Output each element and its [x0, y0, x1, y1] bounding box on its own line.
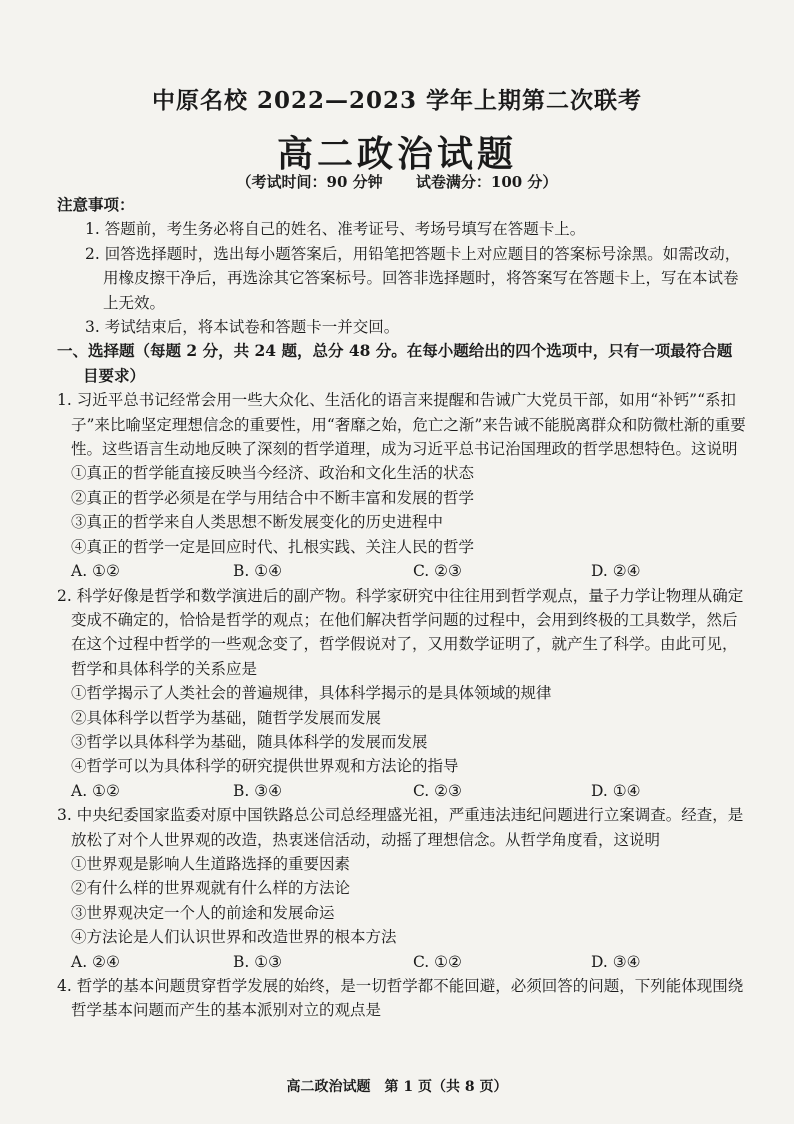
question-option: ②具体科学以哲学为基础，随哲学发展而发展: [71, 708, 382, 727]
question-option: ③哲学以具体科学为基础，随具体科学的发展而发展: [71, 732, 428, 751]
answer-choice-a: A. ②④: [71, 952, 120, 971]
question-4: [57, 974, 747, 1023]
answer-choice-d: D. ③④: [591, 952, 641, 971]
answer-choice-d: D. ②④: [591, 562, 641, 581]
note-item: 2. 回答选择题时，选出每小题答案后，用铅笔把答题卡上对应题目的答案标号涂黑。如需改动，用橡皮擦干净后，再选涂其它答案标号。回答非选择题时，将答案写在答题卡上，写在本试卷上无效。: [85, 244, 741, 312]
question-option: ④方法论是人们认识世界和改造世界的根本方法: [71, 928, 397, 947]
question-stem: 2. 科学好像是哲学和数学演进后的副产物。科学家研究中往往用到哲学观点，量子力学让物理从确定变成不确定的，恰恰是哲学的观点；在他们解决哲学问题的过程中，会用到终极的工具数学，然后在这个过程中哲学的一些观念变了，哲学假说对了，又用数学证明了，就产生了科学。由此可见，哲学和具体科学的关系应是: [57, 586, 744, 678]
question-option: ①真正的哲学能直接反映当今经济、政治和文化生活的状态: [71, 464, 475, 483]
question-option: ②有什么样的世界观就有什么样的方法论: [71, 879, 351, 898]
question-option: ④哲学可以为具体科学的研究提供世界观和方法论的指导: [71, 757, 459, 776]
question-2: [57, 584, 747, 804]
exam-title: 高二政治试题: [276, 134, 517, 175]
question-option: ②真正的哲学必须是在学与用结合中不断丰富和发展的哲学: [71, 488, 475, 507]
question-option: ①哲学揭示了人类社会的普遍规律，具体科学揭示的是具体领域的规律: [71, 684, 552, 703]
school-title: 中原名校 2022—2023 学年上期第二次联考: [151, 87, 643, 114]
answer-choice-c: C. ②③: [413, 781, 462, 800]
answer-choice-a: A. ①②: [71, 781, 120, 800]
answer-choices: [57, 950, 747, 974]
answer-choice-c: C. ②③: [413, 562, 462, 581]
exam-time: （考试时间：90 分钟: [236, 173, 383, 191]
exam-score: 试卷满分：100 分）: [415, 173, 558, 191]
answer-choice-b: B. ①③: [233, 952, 283, 971]
note-item: 3. 考试结束后，将本试卷和答题卡一并交回。: [85, 318, 400, 337]
answer-choice-c: C. ①②: [413, 952, 462, 971]
section-heading-line1: 一、选择题（每题 2 分，共 24 题，总分 48 分。在每小题给出的四个选项中，只有一项最符合题: [57, 341, 733, 361]
question-1: [57, 388, 747, 583]
page-footer: 高二政治试题 第 1 页（共 8 页）: [286, 1079, 508, 1095]
exam-info: [0, 171, 794, 192]
question-stem: 1. 习近平总书记经常会用一些大众化、生活化的语言来提醒和告诫广大党员干部，如用“补钙”“系扣子”来比喻坚定理想信念的重要性，用“奢靡之始，危亡之渐”来告诫不能脱离群众和防微杜渐的重要性。这些语言生动地反映了深刻的哲学道理，成为习近平总书记治国理政的哲学思想特色。这说明: [57, 391, 746, 459]
section-heading: [57, 339, 747, 388]
question-stem: 3. 中央纪委国家监委对原中国铁路总公司总经理盛光祖，严重违法违纪问题进行立案调查。经查，是放松了对个人世界观的改造，热衷迷信活动，动摇了理想信念。从哲学角度看，这说明: [57, 806, 744, 849]
question-option: ④真正的哲学一定是回应时代、扎根实践、关注人民的哲学: [71, 537, 475, 556]
question-option: ③真正的哲学来自人类思想不断发展变化的历史进程中: [71, 513, 444, 532]
answer-choice-b: B. ①④: [233, 562, 283, 581]
section-heading-line2: 目要求）: [83, 365, 146, 385]
answer-choices: [57, 779, 747, 803]
answer-choice-d: D. ①④: [591, 781, 641, 800]
content: [57, 193, 747, 1023]
question-stem: 4. 哲学的基本问题贯穿哲学发展的始终，是一切哲学都不能回避，必须回答的问题，下列能体现围绕哲学基本问题而产生的基本派别对立的观点是: [57, 977, 744, 1020]
question-3: [57, 803, 747, 974]
answer-choice-a: A. ①②: [71, 562, 120, 581]
note-item: 1. 答题前，考生务必将自己的姓名、准考证号、考场号填写在答题卡上。: [85, 220, 586, 239]
answer-choices: [57, 559, 747, 583]
answer-choice-b: B. ③④: [233, 781, 283, 800]
question-option: ①世界观是影响人生道路选择的重要因素: [71, 854, 351, 873]
notes-heading: 注意事项：: [57, 195, 135, 214]
question-option: ③世界观决定一个人的前途和发展命运: [71, 903, 335, 922]
